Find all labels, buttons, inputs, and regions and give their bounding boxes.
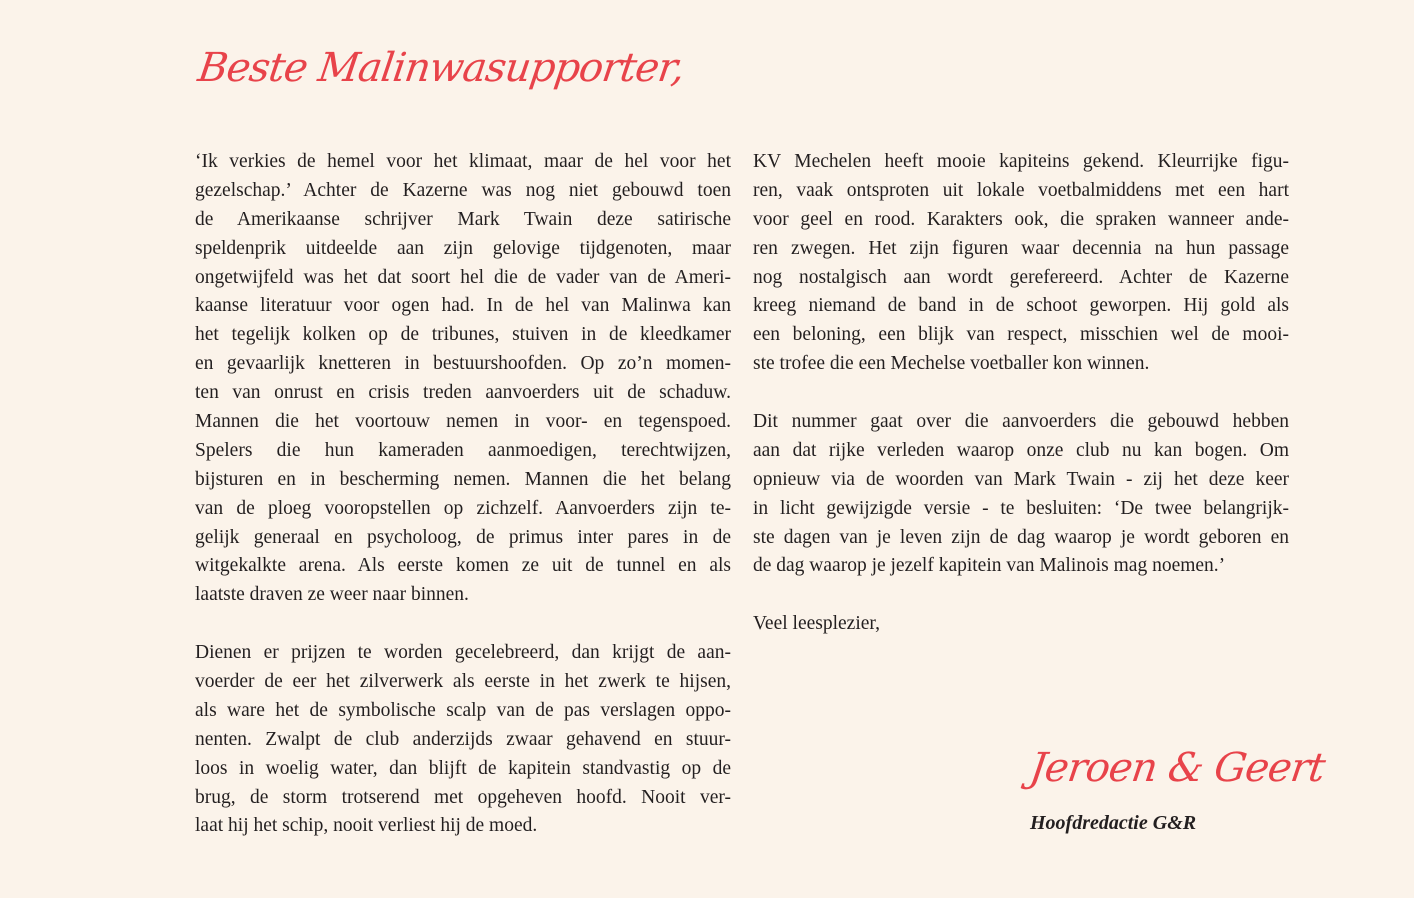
text-line: KV Mechelen heeft mooie kapiteins gekend. Kleurrijke figu-	[753, 151, 1289, 172]
paragraph	[753, 610, 1289, 639]
signature-names: Jeroen & Geert	[1026, 745, 1328, 791]
text-line: ren, vaak ontsproten uit lokale voetbalmiddens met een hart	[753, 179, 1289, 201]
text-line: Veel leesplezier,	[753, 613, 880, 635]
text-line: laatste draven ze weer naar binnen.	[195, 584, 469, 606]
text-line: de Amerikaanse schrijver Mark Twain deze satirische	[195, 208, 731, 230]
text-line: een beloning, een blijk van respect, misschien wel de mooi-	[753, 324, 1289, 346]
text-line: brug, de storm trotserend met opgeheven hoofd. Nooit ver-	[195, 786, 731, 808]
paragraph	[195, 148, 731, 610]
paragraph-gap	[753, 581, 1289, 610]
text-line: en gevaarlijk knetteren in bestuurshoofden. Op zo’n momen-	[195, 353, 731, 375]
text-line: aan dat rijke verleden waarop onze club nu kan bogen. Om	[753, 439, 1289, 461]
signature-role: Hoofdredactie G&R	[1030, 812, 1197, 834]
text-line: gezelschap.’ Achter de Kazerne was nog niet gebouwd toen	[195, 179, 731, 201]
text-line: kreeg niemand de band in de schoot geworpen. Hij gold als	[753, 295, 1289, 317]
paragraph	[753, 148, 1289, 379]
text-line: kaanse literatuur voor ogen had. In de hel van Malinwa kan	[195, 295, 731, 317]
text-line: nog nostalgisch aan wordt gerefereerd. Achter de Kazerne	[753, 266, 1289, 288]
text-line: speldenprik uitdeelde aan zijn gelovige tijdgenoten, maar	[195, 237, 731, 259]
paragraph-gap	[195, 610, 731, 639]
text-line: opnieuw via de woorden van Mark Twain - zij het deze keer	[753, 468, 1289, 490]
text-line: ste dagen van je leven zijn de dag waarop je wordt geboren en	[753, 526, 1289, 548]
paragraph	[753, 408, 1289, 581]
text-line: Dienen er prijzen te worden gecelebreerd, dan krijgt de aan-	[195, 642, 731, 664]
text-line: ren zwegen. Het zijn figuren waar decennia na hun passage	[753, 237, 1289, 259]
text-line: gelijk generaal en psycholoog, de primus inter pares in de	[195, 526, 731, 548]
text-line: witgekalkte arena. Als eerste komen ze uit de tunnel en als	[195, 555, 731, 577]
text-line: in licht gewijzigde versie - te besluiten: ‘De twee belangrijk-	[753, 497, 1289, 519]
right-column	[753, 148, 1289, 639]
text-line: ‘Ik verkies de hemel voor het klimaat, maar de hel voor het	[195, 151, 731, 172]
text-line: als ware het de symbolische scalp van de pas verslagen oppo-	[195, 699, 731, 721]
text-line: voerder de eer het zilverwerk als eerste in het zwerk te hijsen,	[195, 671, 731, 693]
text-line: Dit nummer gaat over die aanvoerders die gebouwd hebben	[753, 411, 1289, 433]
text-line: nenten. Zwalpt de club anderzijds zwaar gehavend en stuur-	[195, 728, 731, 750]
text-line: Spelers die hun kameraden aanmoedigen, terechtwijzen,	[195, 439, 731, 461]
paragraph-gap	[753, 379, 1289, 408]
greeting-heading: Beste Malinwasupporter,	[195, 45, 687, 91]
paragraph	[195, 639, 731, 841]
text-line: ten van onrust en crisis treden aanvoerders uit de schaduw.	[195, 382, 731, 404]
text-line: loos in woelig water, dan blijft de kapitein standvastig op de	[195, 757, 731, 779]
text-line: het tegelijk kolken op de tribunes, stuiven in de kleedkamer	[195, 324, 731, 346]
text-line: de dag waarop je jezelf kapitein van Malinois mag noemen.’	[753, 555, 1226, 577]
left-column	[195, 148, 731, 841]
text-line: ste trofee die een Mechelse voetballer kon winnen.	[753, 353, 1150, 375]
text-line: laat hij het schip, nooit verliest hij de moed.	[195, 815, 538, 837]
text-line: ongetwijfeld was het dat soort hel die de vader van de Ameri-	[195, 266, 731, 288]
text-line: voor geel en rood. Karakters ook, die spraken wanneer ande-	[753, 208, 1289, 230]
text-line: Mannen die het voortouw nemen in voor- en tegenspoed.	[195, 411, 731, 433]
text-line: van de ploeg vooropstellen op zichzelf. Aanvoerders zijn te-	[195, 497, 731, 519]
text-line: bijsturen en in bescherming nemen. Mannen die het belang	[195, 468, 731, 490]
